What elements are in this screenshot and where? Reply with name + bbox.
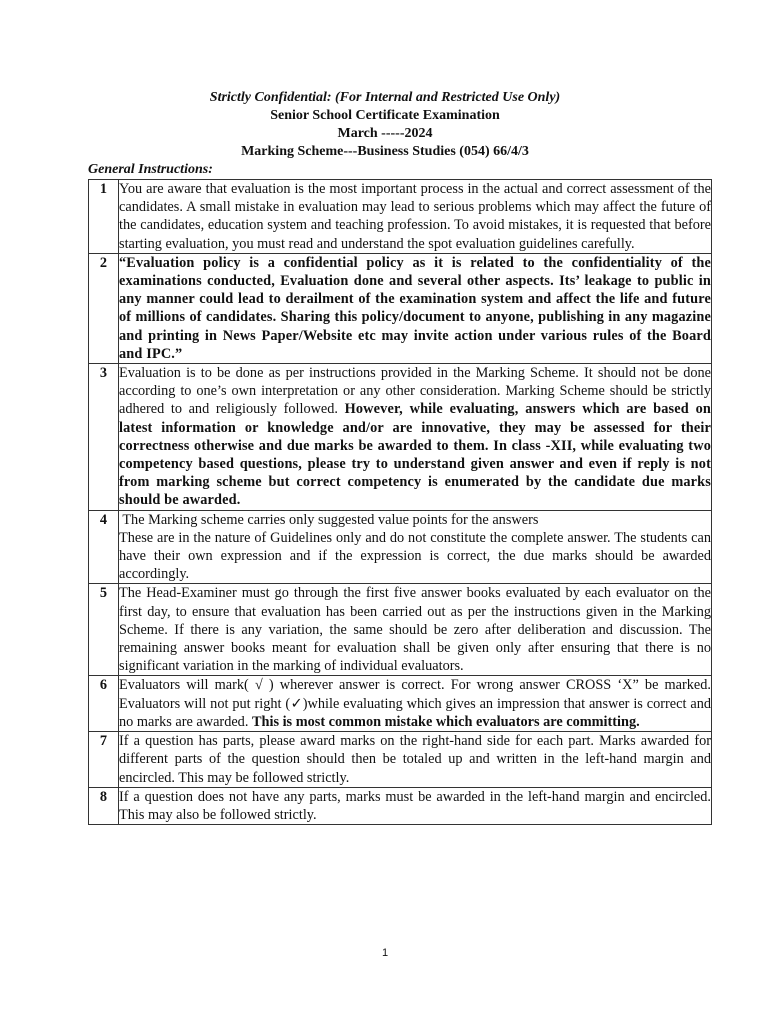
instruction-text: [119, 676, 712, 732]
instruction-text: [119, 180, 712, 254]
instruction-text-content: “Evaluation policy is a confidential policy as it is related to the confidentiality of the examinations conducted, Evaluation done and several other aspects. Its’ leakage to public in any manner could lead to derailment of the examination system and affect the life and future of millions of candidates. Sharing this policy/document to anyone, publishing in any magazine and printing in News Paper/Website etc may invite action under various rules of the Board and IPC.”: [119, 254, 711, 362]
confidential-notice: Strictly Confidential: (For Internal and Restricted Use Only): [209, 90, 561, 105]
instruction-text-content: If a question does not have any parts, marks must be awarded in the left-hand margin and encircled. This may also be followed strictly.: [119, 788, 711, 823]
instruction-line: The Marking scheme carries only suggested value points for the answers: [119, 511, 539, 528]
general-instructions-heading: General Instructions:: [88, 162, 213, 177]
table-row: [89, 787, 712, 824]
instruction-text-content: If a question has parts, please award marks on the right-hand side for each part. Marks awarded for different parts of the question should then be totaled up and written in the left-hand margin and encircled. This may be followed strictly.: [119, 733, 711, 786]
instruction-bold-text: This is most common mistake which evaluators are committing.: [251, 713, 640, 730]
table-row: [89, 364, 712, 511]
instruction-line: These are in the nature of Guidelines only and do not constitute the complete answer. The students can have their own expression and if the expression is correct, the due marks should be awarded accordingly.: [119, 529, 711, 583]
instruction-text: [119, 510, 712, 584]
table-row: [89, 253, 712, 363]
table-row: [89, 180, 712, 254]
instruction-text: [119, 364, 712, 511]
instruction-number: 8: [89, 787, 119, 824]
instruction-text-content: Evaluators will mark( √ ) wherever answer is correct. For wrong answer CROSS ‘X” be marked. Evaluators will not put right (✓)while evaluating which gives an impression that answer is correct and no marks are awarded.: [119, 677, 711, 730]
instruction-number: 2: [89, 253, 119, 363]
instruction-number: 7: [89, 732, 119, 788]
instruction-text-content: Evaluation is to be done as per instructions provided in the Marking Scheme. It should not be done according to one’s own interpretation or any other consideration. Marking Scheme should be strictly adhered to and religiously followed.: [119, 365, 711, 418]
instruction-number: 4: [89, 510, 119, 584]
instruction-text: [119, 787, 712, 824]
instruction-number: 6: [89, 676, 119, 732]
table-row: [89, 584, 712, 676]
instruction-number: 5: [89, 584, 119, 676]
instruction-number: 3: [89, 364, 119, 511]
table-row: [89, 676, 712, 732]
exam-title: Senior School Certificate Examination: [270, 108, 500, 123]
instruction-bold-text: However, while evaluating, answers which are based on latest information or knowledge and/or are innovative, they may be assessed for their correctness otherwise and due marks be awarded to them. In class -XII, while evaluating two competency based questions, please try to understand given answer and even if reply is not from marking scheme but correct competency is enumerated by the candidate due marks should be awarded.: [119, 401, 711, 509]
table-row: [89, 510, 712, 584]
exam-date: March -----2024: [337, 126, 433, 141]
instruction-text: [119, 732, 712, 788]
instruction-text: [119, 253, 712, 363]
instruction-text-content: You are aware that evaluation is the most important process in the actual and correct assessment of the candidates. A small mistake in evaluation may lead to serious problems which may affect the future of the candidates, education system and teaching profession. To avoid mistakes, it is requested that before starting evaluation, you must read and understand the spot evaluation guidelines carefully.: [119, 181, 711, 252]
instruction-text-content: The Head-Examiner must go through the first five answer books evaluated by each evaluator on the first day, to ensure that evaluation has been carried out as per the instructions given in the Marking Scheme. If there is any variation, the same should be zero after deliberation and discussion. The remaining answer books meant for evaluation shall be given only after ensuring that there is no significant variation in the marking of individual evaluators.: [119, 585, 711, 675]
table-row: [89, 732, 712, 788]
instruction-number: 1: [89, 180, 119, 254]
scheme-title: Marking Scheme---Business Studies (054) 66/4/3: [241, 144, 529, 159]
page-number: 1: [381, 947, 389, 959]
instructions-table: [88, 179, 712, 825]
instruction-text: [119, 584, 712, 676]
